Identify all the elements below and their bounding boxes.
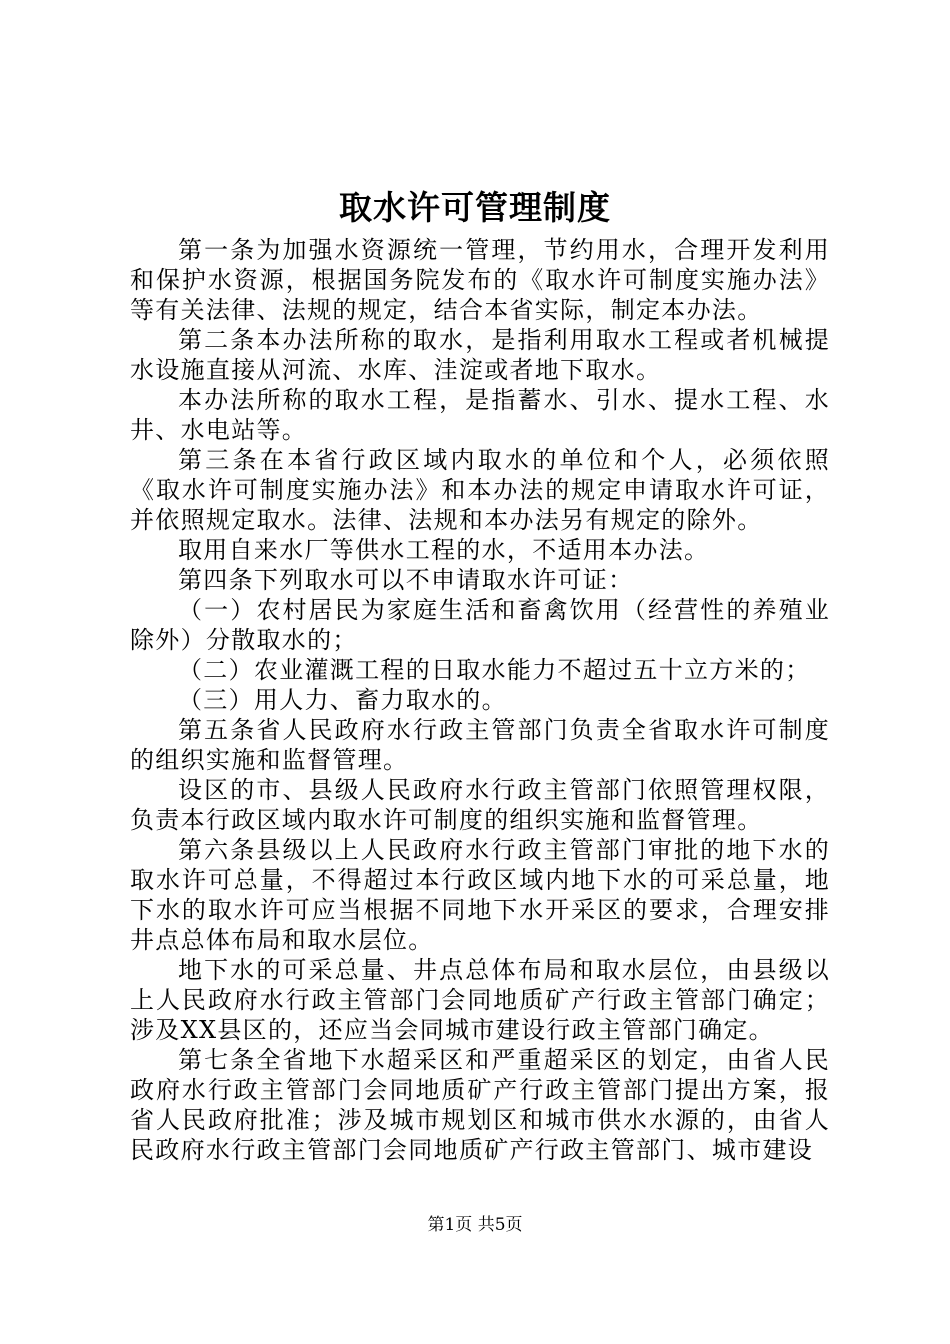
document-title: 取水许可管理制度 [339,188,611,227]
paragraph-2: 第二条本办法所称的取水，是指利用取水工程或者机械提水设施直接从河流、水库、洼淀或者地下取水。 [130,326,830,384]
paragraph-5: 取用自来水厂等供水工程的水，不适用本办法。 [178,536,710,564]
paragraph-6: 第四条下列取水可以不申请取水许可证： [178,566,634,594]
paragraph-12: 第六条县级以上人民政府水行政主管部门审批的地下水的取水许可总量，不得超过本行政区域内地下水的可采总量，地下水的取水许可应当根据不同地下水开采区的要求，合理安排井点总体布局和取水层位。 [130,836,830,954]
paragraph-7: （一）农村居民为家庭生活和畜禽饮用（经营性的养殖业除外）分散取水的； [130,596,830,654]
paragraph-14: 第七条全省地下水超采区和严重超采区的划定，由省人民政府水行政主管部门会同地质矿产行政主管部门提出方案，报省人民政府批准；涉及城市规划区和城市供水水源的，由省人民政府水行政主管部门会同地质矿产行政主管部门、城市建设 [130,1046,830,1164]
page-footer: 第1页 共5页 [427,1215,523,1235]
paragraph-13: 地下水的可采总量、井点总体布局和取水层位，由县级以上人民政府水行政主管部门会同地质矿产行政主管部门确定；涉及XX县区的，还应当会同城市建设行政主管部门确定。 [130,956,830,1044]
paragraph-9: （三）用人力、畜力取水的。 [178,686,507,714]
paragraph-8: （二）农业灌溉工程的日取水能力不超过五十立方米的； [178,656,811,684]
paragraph-1: 第一条为加强水资源统一管理，节约用水，合理开发利用和保护水资源，根据国务院发布的《取水许可制度实施办法》等有关法律、法规的规定，结合本省实际，制定本办法。 [130,236,830,324]
paragraph-4: 第三条在本省行政区域内取水的单位和个人，必须依照《取水许可制度实施办法》和本办法的规定申请取水许可证，并依照规定取水。法律、法规和本办法另有规定的除外。 [130,446,830,534]
paragraph-11: 设区的市、县级人民政府水行政主管部门依照管理权限，负责本行政区域内取水许可制度的组织实施和监督管理。 [130,776,830,834]
paragraph-3: 本办法所称的取水工程，是指蓄水、引水、提水工程、水井、水电站等。 [130,386,830,444]
paragraph-10: 第五条省人民政府水行政主管部门负责全省取水许可制度的组织实施和监督管理。 [130,716,830,774]
document-body [130,235,830,1165]
